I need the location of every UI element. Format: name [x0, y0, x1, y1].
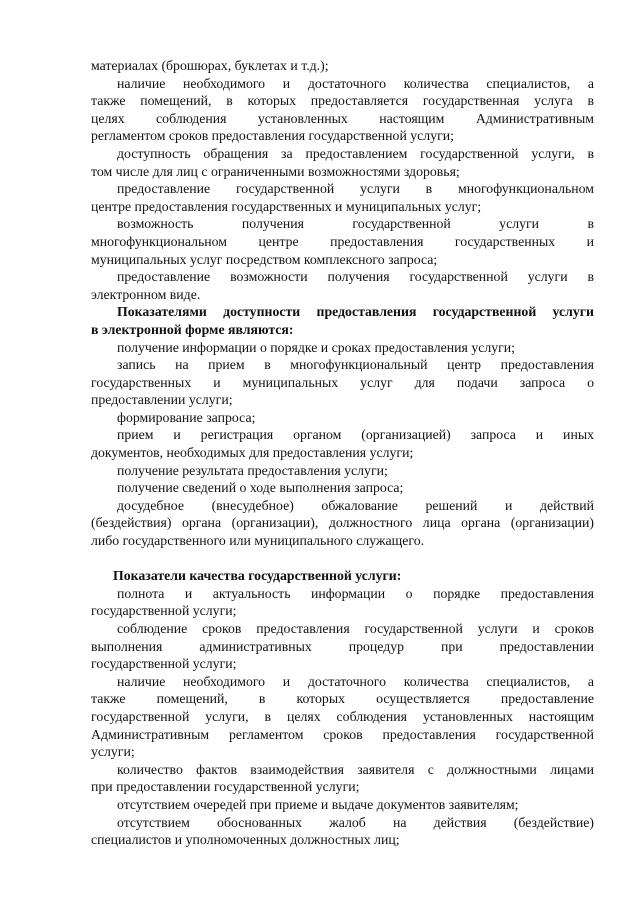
- text-line: выполнения административных процедур при предоставлении: [91, 638, 594, 654]
- text-line: количество фактов взаимодействия заявителя с должностными лицами: [117, 761, 594, 777]
- text-line: формирование запроса;: [117, 409, 256, 425]
- text-line: центре предоставления государственных и муниципальных услуг;: [91, 198, 482, 214]
- text-line: государственных и муниципальных услуг для подачи запроса о: [91, 374, 594, 390]
- text-line: специалистов и уполномоченных должностных лиц;: [91, 832, 400, 848]
- text-line: (бездействия) органа (организации), должностного лица органа (организации): [91, 515, 594, 531]
- section-heading: Показатели качества государственной услуги:: [113, 568, 402, 584]
- text-line: полнота и актуальность информации о порядке предоставления: [117, 585, 594, 601]
- text-line: государственной услуги;: [91, 656, 237, 672]
- text-line: получение результата предоставления услуги;: [117, 462, 388, 478]
- text-line: отсутствием очередей при приеме и выдаче документов заявителям;: [117, 796, 519, 812]
- text-line: получение информации о порядке и сроках предоставления услуги;: [117, 339, 516, 355]
- text-line: государственной услуги;: [91, 603, 237, 619]
- text-line: соблюдение сроков предоставления государственной услуги и сроков: [117, 621, 594, 636]
- text-line: регламентом сроков предоставления государственной услуги;: [91, 128, 454, 144]
- text-line: запись на прием в многофункциональный центр предоставления: [117, 357, 594, 373]
- text-line: услуги;: [91, 744, 135, 760]
- text-line: Административным регламентом сроков предоставления государственной: [91, 726, 594, 742]
- text-line: также помещений, в которых предоставляется государственная услуга в: [91, 93, 594, 109]
- text-line: наличие необходимого и достаточного количества специалистов, а: [117, 673, 594, 689]
- text-line: прием и регистрация органом (организацией) запроса и иных: [117, 427, 594, 443]
- text-line: электронном виде.: [91, 286, 201, 302]
- document-text: [91, 57, 594, 849]
- text-line: отсутствием обоснованных жалоб на действия (бездействие): [117, 814, 594, 830]
- text-line: при предоставлении государственной услуги;: [91, 779, 360, 795]
- text-line: либо государственного или муниципального служащего.: [91, 533, 425, 549]
- text-line: предоставление государственной услуги в многофункциональном: [117, 181, 594, 197]
- text-line: получение сведений о ходе выполнения запроса;: [117, 480, 404, 496]
- text-line: многофункциональном центре предоставления государственных и: [91, 233, 594, 249]
- text-line: документов, необходимых для предоставления услуги;: [91, 445, 414, 461]
- text-line: доступность обращения за предоставлением государственной услуги, в: [117, 145, 594, 161]
- paragraph-gap: [91, 550, 594, 568]
- text-line: муниципальных услуг посредством комплексного запроса;: [91, 251, 438, 267]
- text-line: государственной услуги, в целях соблюдения установленных настоящим: [91, 708, 594, 724]
- text-line: также помещений, в которых осуществляется предоставление: [91, 691, 594, 707]
- text-line: том числе для лиц с ограниченными возможностями здоровья;: [91, 163, 460, 179]
- text-line: предоставлении услуги;: [91, 392, 233, 408]
- text-line: возможность получения государственной услуги в: [117, 216, 594, 232]
- section-heading: в электронной форме являются:: [91, 321, 294, 337]
- text-line: материалах (брошюрах, буклетах и т.д.);: [91, 58, 329, 73]
- text-line: наличие необходимого и достаточного количества специалистов, а: [117, 75, 594, 91]
- text-line: досудебное (внесудебное) обжалование решений и действий: [117, 497, 594, 513]
- text-line: целях соблюдения установленных настоящим Административным: [91, 110, 594, 126]
- text-line: предоставление возможности получения государственной услуги в: [117, 269, 594, 285]
- section-heading: Показателями доступности предоставления государственной услуги: [117, 304, 594, 320]
